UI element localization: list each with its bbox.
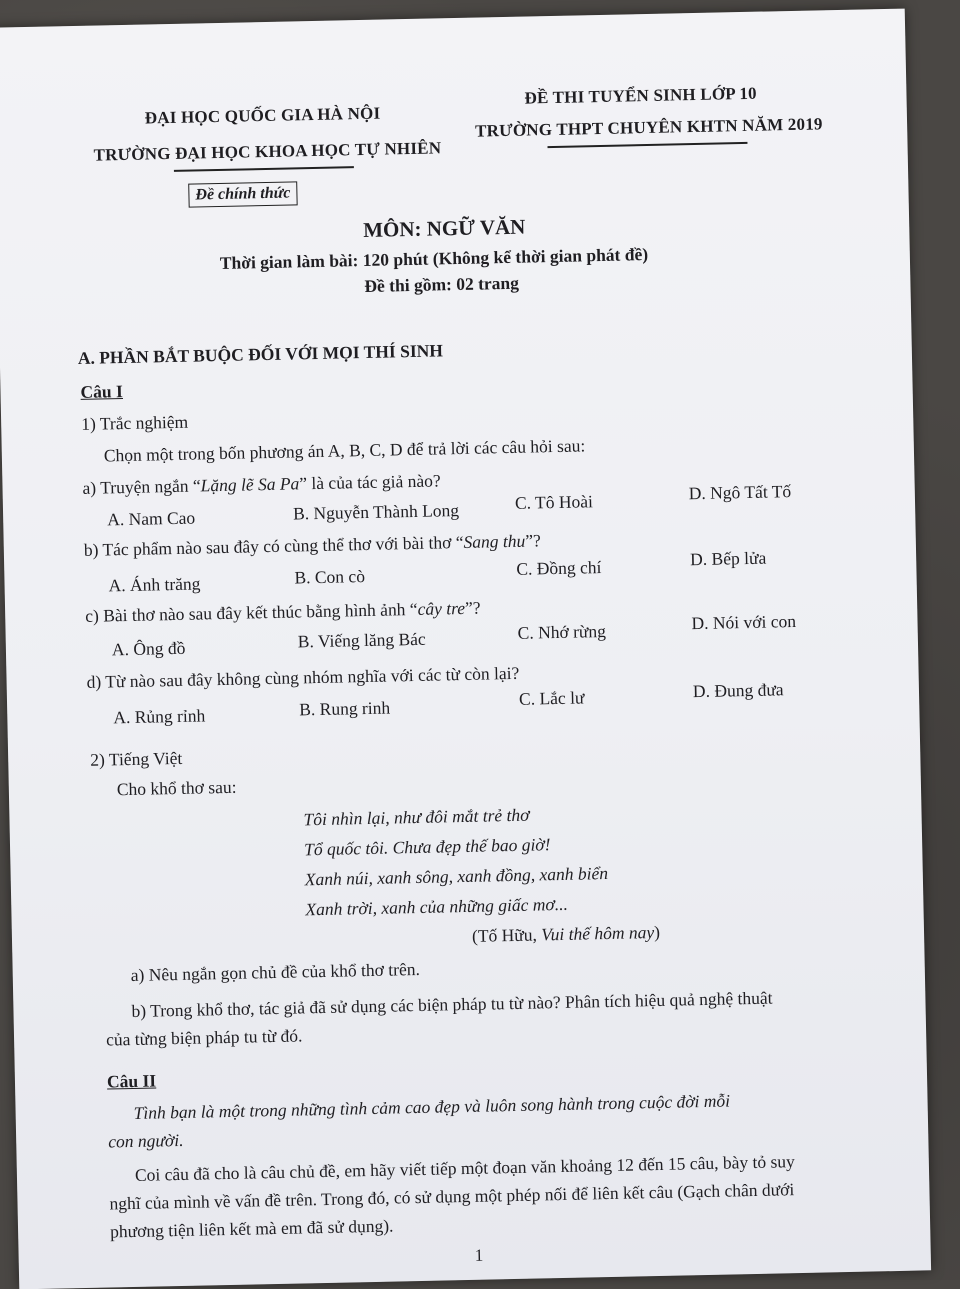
option-c-d: D. Nói với con — [691, 611, 797, 634]
question-2-quote-line-1: Tình bạn là một trong những tình cảm cao đẹp và luôn song hành trong cuộc đời mỗi — [133, 1090, 731, 1123]
task-b-line-1: b) Trong khổ thơ, tác giả đã sử dụng các biện pháp tu từ nào? Phân tích hiệu quả nghệ thuật — [131, 987, 773, 1021]
part-1-instruction: Chọn một trong bốn phương án A, B, C, D để trả lời các câu hỏi sau: — [103, 435, 586, 466]
question-b-prefix: b) Tác phẩm nào sau đây có cùng thể thơ với bài thơ “ — [83, 531, 464, 560]
poem-line-1: Tôi nhìn lại, như đôi mắt trẻ thơ — [303, 804, 530, 830]
poem-source — [472, 922, 660, 947]
question-1-title: Câu I — [80, 381, 124, 402]
option-c-c: C. Nhớ rừng — [517, 620, 607, 643]
option-c-b: B. Viếng lăng Bác — [297, 628, 426, 652]
question-d-prefix: d) Từ nào sau đây không cùng nhóm nghĩa với các từ còn lại? — [86, 662, 520, 692]
option-b-c: C. Đồng chí — [516, 557, 602, 579]
exam-title: ĐỀ THI TUYỂN SINH LỚP 10 — [524, 83, 757, 108]
page-count: Đề thi gồm: 02 trang — [364, 272, 520, 296]
part-2-title: 2) Tiếng Việt — [90, 747, 183, 770]
part-2-intro: Cho khổ thơ sau: — [116, 776, 237, 800]
question-d — [86, 663, 519, 693]
part-1-title: 1) Trắc nghiệm — [80, 411, 189, 434]
question-2-title: Câu II — [106, 1070, 157, 1092]
question-c-work: cây tre — [417, 597, 466, 619]
question-a — [82, 470, 441, 498]
school-name: TRƯỜNG THPT CHUYÊN KHTN NĂM 2019 — [474, 114, 823, 141]
section-a-title: A. PHẦN BẮT BUỘC ĐỐI VỚI MỌI THÍ SINH — [77, 340, 444, 368]
option-a-d: D. Ngô Tất Tố — [688, 481, 792, 504]
question-a-prefix: a) Truyện ngắn “ — [82, 475, 201, 498]
option-d-d: D. Đung đưa — [692, 679, 784, 702]
option-b-b: B. Con cò — [294, 566, 366, 588]
task-b-line-2: của từng biện pháp tu từ đó. — [105, 1025, 303, 1050]
university-name: ĐẠI HỌC QUỐC GIA HÀ NỘI — [144, 103, 381, 128]
faculty-name: TRƯỜNG ĐẠI HỌC KHOA HỌC TỰ NHIÊN — [93, 138, 442, 165]
question-b-work: Sang thu — [463, 530, 526, 552]
header-left-underline — [174, 166, 354, 171]
option-b-d: D. Bếp lửa — [689, 547, 767, 570]
option-c-a: A. Ông đồ — [111, 637, 186, 660]
option-d-b: B. Rung rinh — [299, 697, 391, 720]
official-exam-badge: Đề chính thức — [188, 181, 297, 207]
option-a-c: C. Tô Hoài — [514, 491, 594, 513]
question-2-quote-line-2: con người. — [108, 1129, 184, 1152]
question-c-prefix: c) Bài thơ nào sau đây kết thúc bằng hình ảnh “ — [85, 598, 418, 626]
poem-line-2: Tổ quốc tôi. Chưa đẹp thế bao giờ! — [303, 834, 551, 860]
option-a-b: B. Nguyễn Thành Long — [292, 500, 460, 524]
poem-source-close: ) — [653, 921, 661, 943]
question-c-suffix: ”? — [464, 597, 481, 618]
exam-duration: Thời gian làm bài: 120 phút (Không kể thời gian phát đề) — [219, 244, 649, 273]
task-a: a) Nêu ngắn gọn chủ đề của khổ thơ trên. — [130, 958, 421, 986]
question-a-work: Lặng lẽ Sa Pa — [200, 473, 300, 496]
option-d-c: C. Lắc lư — [518, 687, 585, 709]
poem-line-4: Xanh trời, xanh của những giấc mơ... — [305, 893, 569, 920]
page-number: 1 — [474, 1245, 484, 1265]
question-2-task-line-2: nghĩ của mình về vấn đề trên. Trong đó, có sử dụng một phép nối để liên kết câu (Gạch chân dưới — [109, 1179, 795, 1214]
question-b-suffix: ”? — [525, 530, 542, 551]
option-b-a: A. Ánh trăng — [108, 573, 201, 596]
question-a-suffix: ” là của tác giả nào? — [299, 470, 441, 494]
option-d-a: A. Rủng rỉnh — [113, 705, 206, 728]
subject-title: MÔN: NGỮ VĂN — [362, 214, 526, 242]
question-2-task-line-3: phương tiện liên kết mà em đã sử dụng). — [109, 1215, 394, 1242]
question-2-task-line-1: Coi câu đã cho là câu chủ đề, em hãy viết tiếp một đoạn văn khoảng 12 đến 15 câu, bày tỏ suy — [134, 1151, 795, 1185]
question-b — [84, 530, 541, 561]
poem-source-title: Vui thế hôm nay — [541, 922, 655, 945]
poem-source-author: (Tố Hữu, — [471, 924, 542, 946]
question-c — [85, 598, 481, 627]
option-a-a: A. Nam Cao — [106, 507, 196, 530]
poem-line-3: Xanh núi, xanh sông, xanh đồng, xanh biển — [304, 862, 609, 890]
exam-paper — [0, 9, 931, 1289]
header-right-underline — [547, 142, 747, 148]
